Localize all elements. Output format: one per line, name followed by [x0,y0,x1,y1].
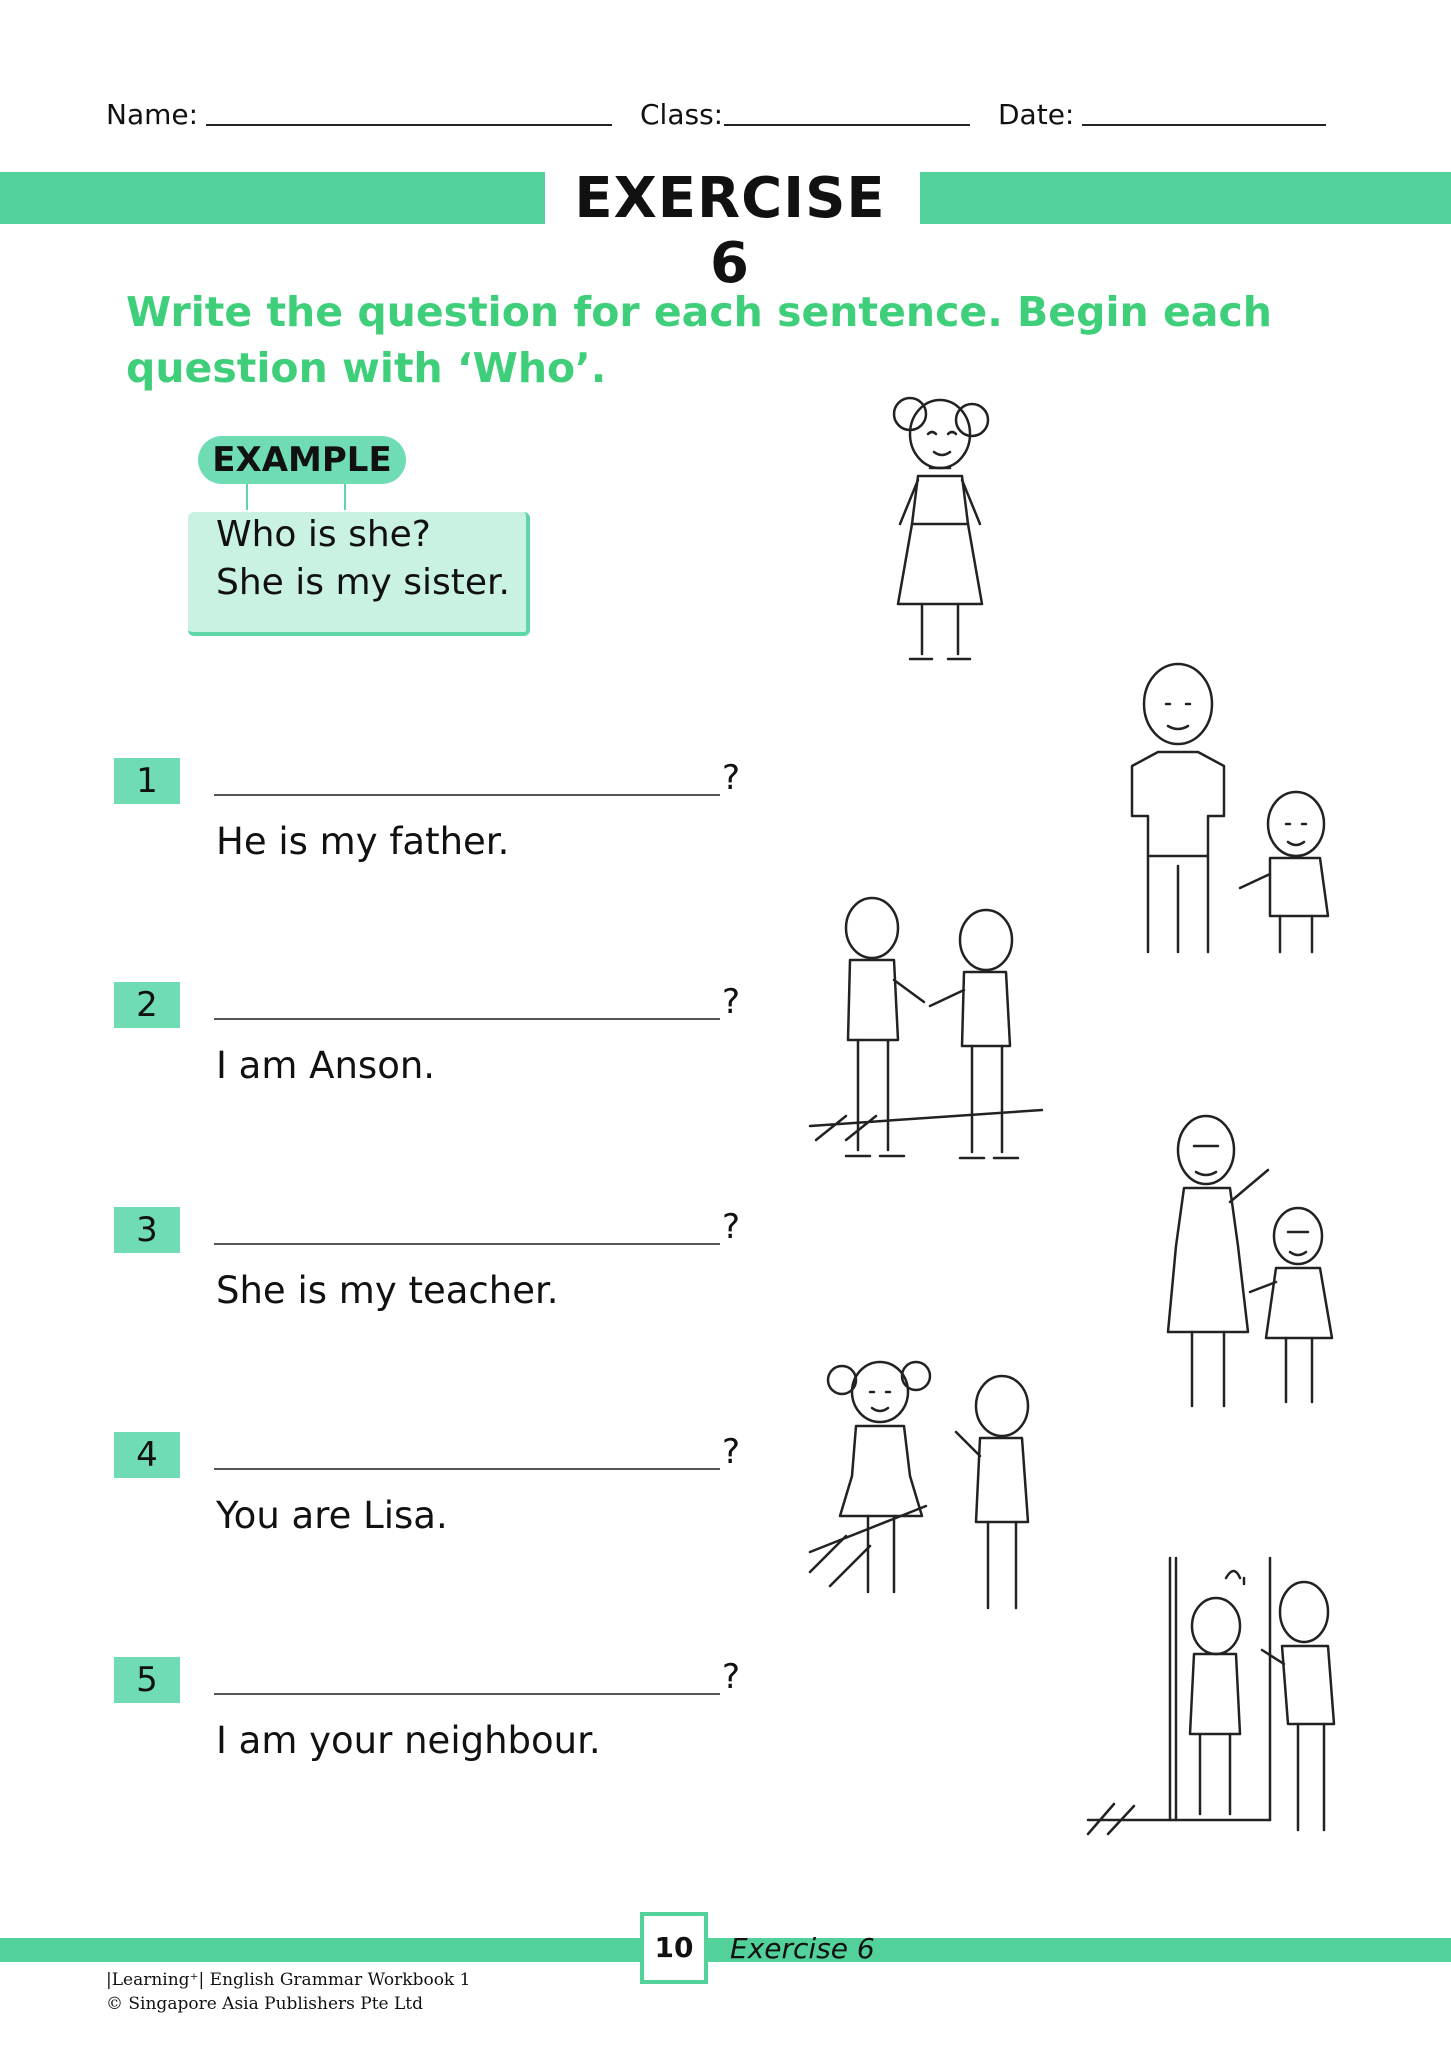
question-number: 2 [114,982,180,1028]
question-mark: ? [722,1657,741,1697]
teacher-girl-illustration [1148,1106,1348,1416]
book-title: |Learning⁺| English Grammar Workbook 1 [106,1970,471,1990]
title-band-right [920,172,1451,224]
example-answer: She is my sister. [216,562,510,603]
example-connector [344,480,346,510]
class-field[interactable] [724,124,970,126]
answer-line[interactable] [214,1468,720,1470]
footer-band-left [0,1938,640,1962]
question-number: 4 [114,1432,180,1478]
prompt-sentence: She is my teacher. [216,1269,559,1312]
date-field[interactable] [1082,124,1326,126]
prompt-sentence: I am Anson. [216,1044,436,1087]
question-number: 3 [114,1207,180,1253]
page-title: EXERCISE 6 [574,166,886,296]
instruction-text: Write the question for each sentence. Begin each question with ‘Who’. [126,288,1272,392]
copyright: © Singapore Asia Publishers Pte Ltd [106,1994,424,2014]
girl-illustration [860,384,1000,684]
prompt-sentence: You are Lisa. [216,1494,448,1537]
father-son-illustration [1120,656,1340,956]
name-label: Name: [106,98,199,131]
boys-greeting-illustration [806,890,1046,1180]
question-mark: ? [722,982,741,1022]
question-number: 1 [114,758,180,804]
question-mark: ? [722,1207,741,1247]
question-number: 5 [114,1657,180,1703]
question-mark: ? [722,1432,741,1472]
example-tag: EXAMPLE [198,436,406,484]
prompt-sentence: I am your neighbour. [216,1719,601,1762]
section-label: Exercise 6 [730,1932,875,1965]
title-band-left [0,172,545,224]
girl-boy-illustration [806,1346,1056,1626]
answer-line[interactable] [214,794,720,796]
class-label: Class: [640,98,724,131]
name-field[interactable] [206,124,612,126]
prompt-sentence: He is my father. [216,820,510,863]
page-number: 10 [640,1912,708,1984]
question-mark: ? [722,758,741,798]
answer-line[interactable] [214,1243,720,1245]
date-label: Date: [998,98,1075,131]
example-question: Who is she? [216,514,431,555]
example-connector [246,480,248,510]
neighbour-door-illustration [1084,1554,1344,1854]
answer-line[interactable] [214,1018,720,1020]
answer-line[interactable] [214,1693,720,1695]
